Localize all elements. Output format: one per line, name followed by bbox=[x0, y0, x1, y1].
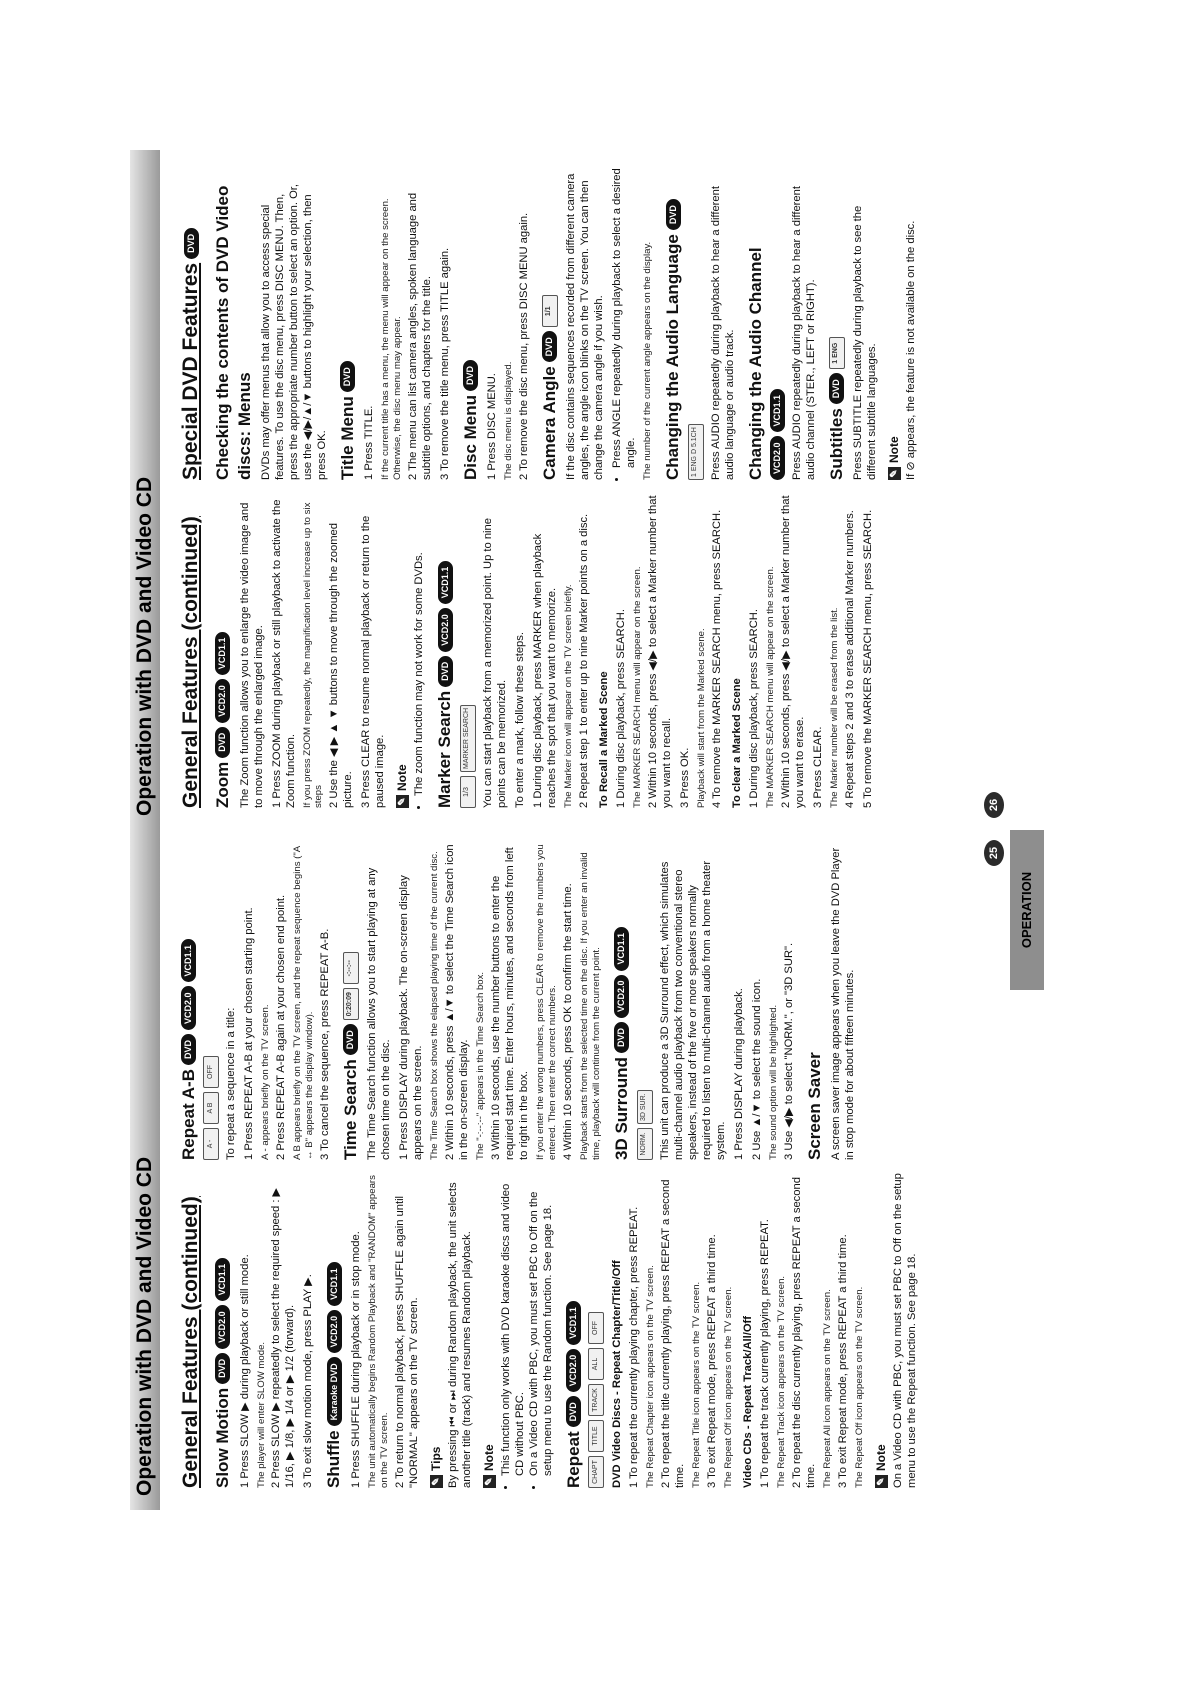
camera-angle-icon: 1/1 bbox=[542, 295, 558, 327]
step-detail: The MARKER SEARCH menu will appear on the screen. bbox=[764, 566, 776, 808]
step-detail: The sound option will be highlighted. bbox=[767, 1004, 779, 1160]
step-detail: The unit automatically begins Random Playback and "RANDOM" appears on the TV screen. bbox=[366, 1175, 390, 1488]
note-title: Note bbox=[481, 1444, 496, 1471]
dvd-badge: DVD bbox=[184, 228, 199, 259]
special-features-title: Special DVD Features bbox=[179, 262, 202, 480]
vcd20-badge: VCD2.0 bbox=[181, 986, 196, 1030]
karaoke-dvd-badge: Karaoke DVD bbox=[327, 1357, 342, 1426]
page-number: 25 bbox=[984, 840, 1004, 866]
dvd-badge: DVD bbox=[542, 331, 557, 362]
step: 1 Press TITLE. bbox=[363, 405, 375, 480]
time-search-heading bbox=[340, 844, 361, 1160]
page-header: Operation with DVD and Video CD bbox=[130, 830, 160, 1510]
step: 5 To remove the MARKER SEARCH menu, press SEARCH. bbox=[861, 509, 874, 808]
intro: This unit can produce a 3D Surround effect, which simulates multi-channel audio playback from two conventional stereo speakers, instead of the five or more speakers normally required to listen to multi-channel audio from a home theater system. bbox=[658, 860, 727, 1160]
time-search-title: Time Search bbox=[341, 1059, 361, 1160]
note-list bbox=[499, 1172, 555, 1488]
camera-text: If the disc contains sequences recorded from different camera angles, the angle icon blinks on the TV screen. You can then change the camera angle if you wish. bbox=[565, 173, 606, 480]
step: 3 To cancel the sequence, press REPEAT A-B. bbox=[319, 928, 332, 1160]
step-detail: If the current title has a menu, the menu will appear on the screen. Otherwise, the disc menu may appear. bbox=[380, 198, 403, 480]
screen-saver-text: A screen saver image appears when you leave the DVD Player in stop mode for about fifteen minutes. bbox=[829, 847, 856, 1160]
intro: The Zoom function allows you to enlarge the video image and to move through the enlarged image. bbox=[238, 502, 265, 808]
subheading: Video CDs - Repeat Track/All/Off bbox=[741, 1315, 754, 1488]
repeat-heading bbox=[563, 1172, 584, 1488]
audio-icons bbox=[688, 164, 704, 480]
subtitles-heading bbox=[826, 164, 847, 480]
subheading: To Recall a Marked Scene bbox=[597, 671, 610, 808]
audio-channel-title: Changing the Audio Channel bbox=[745, 247, 765, 480]
camera-angle-heading bbox=[539, 164, 560, 480]
vcd20-badge: VCD2.0 bbox=[770, 436, 785, 480]
step: 3 Press OK. bbox=[678, 747, 691, 808]
vcd11-badge: VCD1.1 bbox=[215, 1258, 230, 1302]
step: 1 During disc playback, press SEARCH. bbox=[614, 609, 627, 808]
note-text: If ⊘ appears, the feature is not available on the disc. bbox=[905, 220, 918, 480]
right-column-1 bbox=[170, 492, 879, 808]
subheading: To clear a Marked Scene bbox=[730, 678, 743, 808]
subheading: DVD Video Discs - Repeat Chapter/Title/Off bbox=[610, 1260, 623, 1488]
dvd-badge: DVD bbox=[215, 1353, 230, 1384]
shuffle-heading bbox=[323, 1172, 344, 1488]
audio-language-icon: 1 ENG D 5.1CH bbox=[688, 424, 704, 480]
step: 2 Use the ◀ ▶ ▲ ▼ buttons to move through the zoomed picture. bbox=[328, 522, 355, 808]
audio-channel-badges bbox=[770, 164, 785, 480]
step: 3 Use ◀/▶ to select "NORM.", or "3D SUR". bbox=[782, 942, 795, 1160]
page-number: 26 bbox=[984, 792, 1004, 818]
audio-language-title: Changing the Audio Language bbox=[663, 234, 683, 480]
step: 1 During disc playback, press SEARCH. bbox=[747, 609, 760, 808]
page-25 bbox=[130, 830, 1034, 1510]
manual-spread bbox=[130, 150, 1034, 1510]
title-menu-heading bbox=[337, 164, 358, 480]
intro: The Time Search function allows you to start playing at any chosen time on the disc. bbox=[366, 867, 393, 1160]
note-list bbox=[412, 492, 426, 808]
surround-title: 3D Surround bbox=[612, 1057, 632, 1160]
repeat-ab-heading bbox=[178, 844, 199, 1160]
subtitles-title: Subtitles bbox=[826, 408, 846, 480]
vcd20-badge: VCD2.0 bbox=[215, 1305, 230, 1349]
step-detail: The Repeat Off icon appears on the TV screen. bbox=[853, 1286, 865, 1488]
dvd-badge: DVD bbox=[215, 727, 230, 758]
note-title: Note bbox=[395, 764, 410, 791]
zoom-heading bbox=[212, 492, 233, 808]
surround-icons bbox=[637, 844, 653, 1160]
disc-menu-heading bbox=[460, 164, 481, 480]
step-detail: If you press ZOOM repeatedly, the magnification level increase up to six steps bbox=[301, 502, 325, 808]
step-detail: The "-:--:--" appears in the Time Search box. bbox=[475, 971, 487, 1160]
vcd11-badge: VCD1.1 bbox=[770, 389, 785, 433]
marker-icon: 1/3 bbox=[460, 776, 476, 808]
step-detail: The Repeat Chapter icon appears on the TV screen. bbox=[644, 1265, 656, 1488]
intro: To repeat a sequence in a title: bbox=[225, 1007, 238, 1160]
slow-motion-heading bbox=[212, 1172, 233, 1488]
note-icon: ✎ bbox=[483, 1475, 496, 1488]
section-title: General Features (continued) bbox=[179, 1196, 202, 1488]
step: 3 To exit Repeat mode, press REPEAT a third time. bbox=[836, 1234, 849, 1488]
dvd-badge: DVD bbox=[614, 1022, 629, 1053]
note-item: • On a Video CD with PBC, you must set PBC to Off on the setup menu to use the Random function. See page 18. bbox=[527, 1172, 555, 1476]
step-detail: A B appears briefly on the TV screen, and the repeat sequence begins ("A ↔ B" appears the display window). bbox=[292, 846, 316, 1160]
step: 2 Within 10 seconds, press ▲/▼ to select the Time Search icon in the on-screen display. bbox=[444, 844, 471, 1160]
time-search-icon: -:--:-- bbox=[343, 952, 359, 984]
note-heading bbox=[887, 164, 902, 480]
step: 3 Within 10 seconds, use the number buttons to enter the required start time. Enter hours, minutes, and seconds from left to right in the box. bbox=[490, 847, 531, 1160]
dvd-badge: DVD bbox=[829, 373, 844, 404]
camera-list bbox=[610, 164, 638, 480]
step: 1 Press SHUFFLE during playback or in stop mode. bbox=[349, 1231, 362, 1488]
special-features-heading bbox=[178, 164, 204, 480]
step: 3 Press CLEAR to resume normal playback or return to the paused image. bbox=[360, 515, 387, 808]
surround-heading bbox=[611, 844, 632, 1160]
shuffle-title: Shuffle bbox=[324, 1430, 344, 1488]
note-heading bbox=[874, 1172, 889, 1488]
menus-text: DVDs may offer menus that allow you to access special features. To use the disc menu, press DISC MENU. Then, press the appropriate number button to select an option. Or, use the ◀/▶/▲/▼ buttons to highlight your selection, then press OK. bbox=[259, 183, 328, 480]
repeat-icons bbox=[588, 1172, 604, 1488]
subtitles-text: Press SUBTITLE repeatedly during playback to see the different subtitle languages. bbox=[852, 205, 879, 480]
step: 1 Press SLOW ▶ during playback or still mode. bbox=[238, 1254, 251, 1488]
disc-menu-title: Disc Menu bbox=[460, 394, 480, 480]
repeat-ab-icon: A B bbox=[203, 1092, 219, 1124]
repeat-ab-title: Repeat A-B bbox=[179, 1069, 198, 1160]
step-detail: The Marker number will be erased from the list. bbox=[828, 607, 840, 808]
dvd-badge: DVD bbox=[463, 360, 478, 391]
step: 2 Within 10 seconds, press ◀/▶ to select a Marker number that you want to erase. bbox=[779, 495, 806, 808]
dvd-badge: DVD bbox=[666, 199, 681, 230]
step-detail: Playback starts from the selected time on the disc. If you enter an invalid time, playback will continue from the current point. bbox=[579, 852, 603, 1160]
marker-search-menu-icon: MARKER SEARCH bbox=[460, 705, 476, 772]
title-menu-title: Title Menu bbox=[337, 396, 357, 480]
vcd20-badge: VCD2.0 bbox=[438, 608, 453, 652]
step: 1 Press DISC MENU. bbox=[486, 373, 499, 480]
page-26 bbox=[130, 150, 1010, 830]
menus-heading: Checking the contents of DVD Video discs: Menus bbox=[213, 185, 254, 480]
note-heading bbox=[395, 492, 410, 808]
intro: To enter a mark, follow these steps. bbox=[513, 632, 526, 808]
screen-saver-heading: Screen Saver bbox=[804, 1052, 824, 1160]
dvd-badge: DVD bbox=[438, 656, 453, 687]
step: 2 Press SLOW ▶ repeatedly to select the required speed : ▶ 1/16, ▶ 1/8, ▶ 1/4 or ▶ 1/2 (forward). bbox=[270, 1187, 297, 1488]
camera-item: • Press ANGLE repeatedly during playback to select a desired angle. bbox=[610, 164, 638, 468]
note-icon: ✎ bbox=[888, 467, 901, 480]
tips-title: Tips bbox=[428, 1446, 443, 1471]
repeat-ab-icons bbox=[203, 844, 219, 1160]
vcd20-badge: VCD2.0 bbox=[566, 1349, 581, 1393]
time-elapsed-icon: 0:20:09 bbox=[343, 988, 359, 1020]
note-item: • This function only works with DVD karaoke discs and video CD without PBC. bbox=[499, 1172, 527, 1476]
step: 4 Within 10 seconds, press OK to confirm the start time. bbox=[562, 883, 575, 1160]
marker-title: Marker Search bbox=[435, 690, 455, 808]
step: 2 The menu can list camera angles, spoken language and subtitle options, and chapters for the title. bbox=[406, 192, 433, 480]
dvd-badge: DVD bbox=[343, 1024, 358, 1055]
left-column-1 bbox=[170, 1172, 923, 1488]
zoom-title: Zoom bbox=[213, 761, 233, 808]
step-detail: The Repeat Track icon appears on the TV screen. bbox=[775, 1275, 787, 1488]
step: 2 Press REPEAT A-B again at your chosen end point. bbox=[275, 894, 288, 1160]
repeat-off-icon: OFF bbox=[588, 1312, 604, 1344]
vcd11-badge: VCD1.1 bbox=[566, 1301, 581, 1345]
step: 2 To return to normal playback, press SHUFFLE again until "NORMAL" appears on the TV screen. bbox=[393, 1195, 420, 1488]
repeat-chapter-icon: CHAPT bbox=[588, 1456, 604, 1488]
dvd-badge: DVD bbox=[340, 361, 355, 392]
step-detail: The number of the current angle appears on the display. bbox=[642, 241, 654, 480]
audio-language-heading bbox=[662, 164, 683, 480]
repeat-title-icon: TITLE bbox=[588, 1420, 604, 1452]
slow-motion-title: Slow Motion bbox=[213, 1387, 233, 1488]
step: 1 To repeat the track currently playing, press REPEAT. bbox=[758, 1219, 771, 1488]
step-detail: The Repeat Title icon appears on the TV screen. bbox=[690, 1281, 702, 1488]
marker-icons bbox=[460, 492, 476, 808]
note-item: • The zoom function may not work for some DVDs. bbox=[412, 492, 426, 796]
step-detail: If you enter the wrong numbers, press CLEAR to remove the numbers you entered. Then enter the correct numbers. bbox=[535, 844, 559, 1160]
note-icon: ✎ bbox=[396, 795, 409, 808]
left-column-2 bbox=[170, 844, 861, 1160]
subtitle-icon: 1 ENG bbox=[829, 337, 845, 369]
repeat-track-icon: TRACK bbox=[588, 1384, 604, 1416]
step: 2 Repeat step 1 to enter up to nine Marker points on a disc. bbox=[577, 513, 590, 808]
vcd11-badge: VCD1.1 bbox=[614, 927, 629, 971]
step-detail: The Repeat All icon appears on the TV screen. bbox=[821, 1289, 833, 1488]
marker-heading bbox=[434, 492, 455, 808]
vcd11-badge: VCD1.1 bbox=[327, 1262, 342, 1306]
repeat-a-icon: A - bbox=[203, 1128, 219, 1160]
audio-channel-heading bbox=[745, 164, 766, 480]
step: 1 Press DISPLAY during playback. bbox=[732, 988, 745, 1160]
step: 1 Press ZOOM during playback or still playback to activate the Zoom function. bbox=[270, 499, 297, 808]
step-detail: The Marker icon will appear on the TV screen briefly. bbox=[562, 584, 574, 808]
step: 4 To remove the MARKER SEARCH menu, press SEARCH. bbox=[710, 509, 723, 808]
step: 4 Repeat steps 2 and 3 to erase additional Marker numbers. bbox=[843, 510, 856, 808]
sound-normal-icon: NORM. bbox=[637, 1128, 653, 1160]
step: 3 To remove the title menu, press TITLE again. bbox=[438, 247, 451, 480]
step-detail: The Repeat Off icon appears on the TV screen. bbox=[722, 1286, 734, 1488]
tips-text: By pressing ⏮ or ⏭ during Random playback, the unit selects another title (track) and resumes Random playback. bbox=[446, 1182, 473, 1488]
dvd-badge: DVD bbox=[181, 1034, 196, 1065]
section-title: General Features (continued) bbox=[179, 516, 202, 808]
step-detail: A - appears briefly on the TV screen. bbox=[260, 1004, 272, 1160]
vcd11-badge: VCD1.1 bbox=[438, 561, 453, 605]
vcd11-badge: VCD1.1 bbox=[215, 632, 230, 676]
right-column-2 bbox=[170, 164, 922, 480]
step-detail: The disc menu is displayed. bbox=[503, 361, 515, 480]
note-heading bbox=[482, 1172, 497, 1488]
tips-heading bbox=[429, 1172, 444, 1488]
step: 2 To repeat the title currently playing, press REPEAT a second time. bbox=[659, 1179, 686, 1488]
step: 3 To exit Repeat mode, press REPEAT a third time. bbox=[705, 1234, 718, 1488]
step: 2 Use ▲/▼ to select the sound icon. bbox=[750, 978, 763, 1160]
step-detail: Playback will start from the Marked scene. bbox=[695, 628, 707, 808]
vcd11-badge: VCD1.1 bbox=[181, 939, 196, 983]
repeat-off-icon: OFF bbox=[203, 1056, 219, 1088]
tips-icon: ✎ bbox=[430, 1475, 443, 1488]
step: 2 Within 10 seconds, press ◀/▶ to select a Marker number that you want to recall. bbox=[646, 495, 673, 808]
camera-angle-title: Camera Angle bbox=[540, 366, 560, 480]
operation-tab: OPERATION bbox=[1010, 830, 1044, 990]
step: 1 Press DISPLAY during playback. The on-screen display appears on the screen. bbox=[398, 875, 425, 1160]
audio-channel-text: Press AUDIO repeatedly during playback to hear a different audio channel (STER., LEFT or RIGHT). bbox=[790, 186, 817, 480]
step: 1 To repeat the currently playing chapter, press REPEAT. bbox=[627, 1206, 640, 1488]
intro: You can start playback from a memorized point. Up to nine points can be memorized. bbox=[481, 518, 508, 808]
note-icon: ✎ bbox=[875, 1475, 888, 1488]
step: 2 To remove the disc menu, press DISC MENU again. bbox=[518, 212, 531, 480]
step: 1 During disc playback, press MARKER when playback reaches the spot that you want to memorize. bbox=[531, 533, 558, 808]
step-detail: The player will enter SLOW mode. bbox=[255, 1341, 267, 1488]
vcd20-badge: VCD2.0 bbox=[327, 1310, 342, 1354]
page-header: Operation with DVD and Video CD bbox=[130, 150, 160, 830]
step-detail: The Time Search box shows the elapsed playing time of the current disc. bbox=[429, 851, 441, 1160]
note-title: Note bbox=[873, 1444, 888, 1471]
step: 3 Press CLEAR. bbox=[811, 726, 824, 808]
step: 2 To repeat the disc currently playing, press REPEAT a second time. bbox=[790, 1177, 817, 1488]
step-detail: The MARKER SEARCH menu will appear on the screen. bbox=[631, 566, 643, 808]
note-text: On a Video CD with PBC, you must set PBC to Off on the setup menu to use the Repeat function. See page 18. bbox=[891, 1173, 918, 1488]
note-title: Note bbox=[887, 436, 902, 463]
sound-3d-icon: 3D SUR. bbox=[637, 1090, 653, 1124]
audio-language-text: Press AUDIO repeatedly during playback to hear a different audio language or audio track. bbox=[709, 186, 736, 480]
dvd-badge: DVD bbox=[566, 1396, 581, 1427]
step: 1 Press REPEAT A-B at your chosen starting point. bbox=[243, 907, 256, 1160]
repeat-title: Repeat bbox=[563, 1431, 583, 1488]
step: 3 To exit slow motion mode, press PLAY ▶. bbox=[302, 1274, 315, 1488]
vcd20-badge: VCD2.0 bbox=[215, 679, 230, 723]
vcd20-badge: VCD2.0 bbox=[614, 975, 629, 1019]
repeat-all-icon: ALL bbox=[588, 1348, 604, 1380]
